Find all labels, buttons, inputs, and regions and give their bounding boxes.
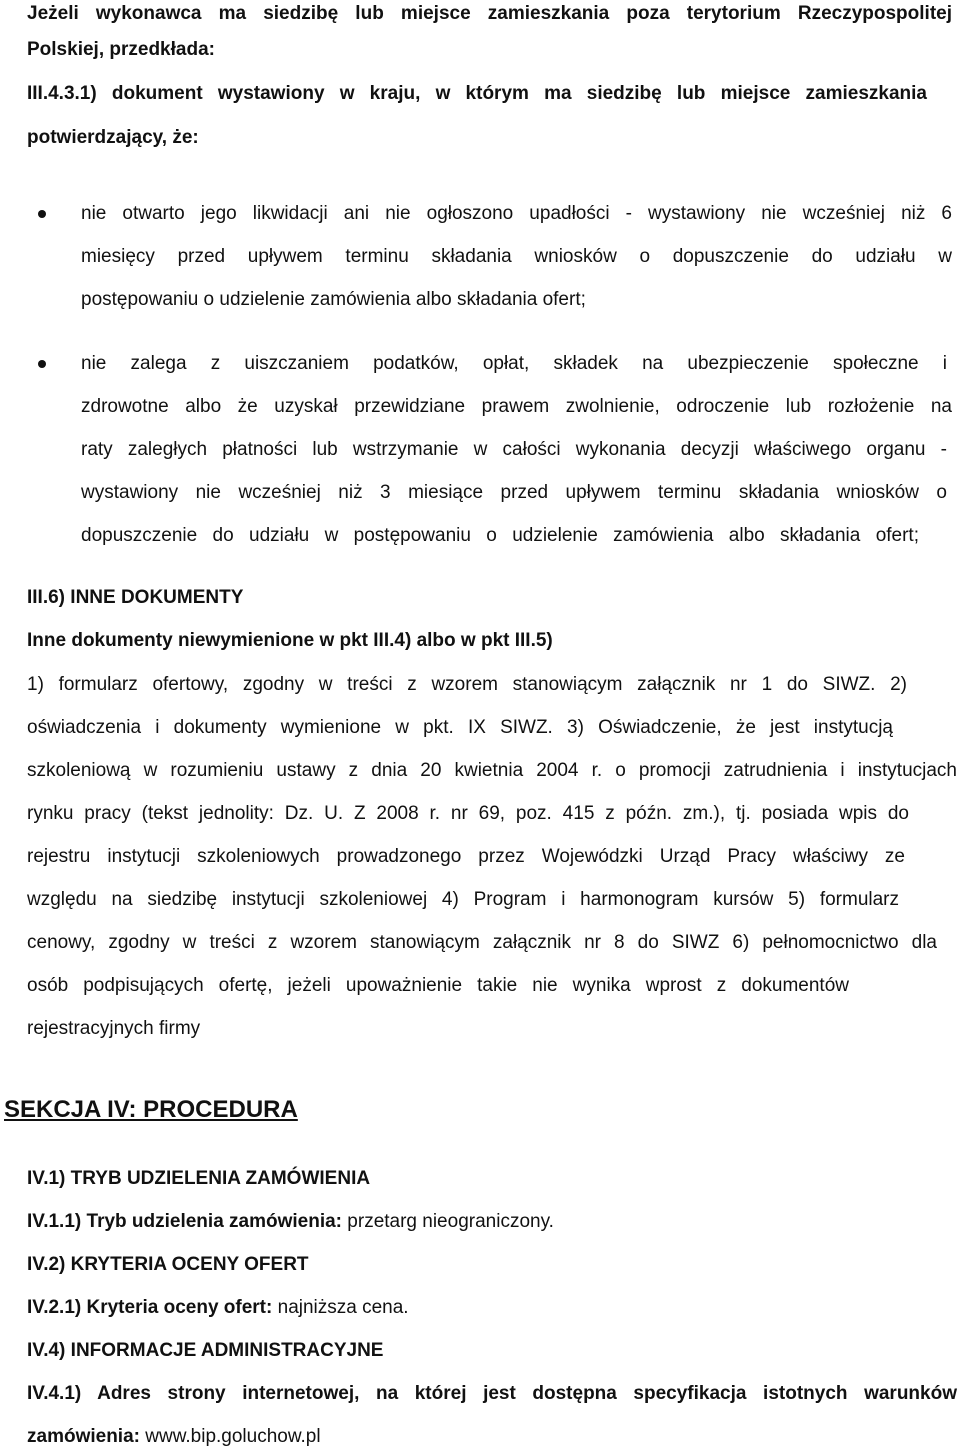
- iii6-line-3: szkoleniową w rozumieniu ustawy z dnia 20 kwietnia 2004 r. o promocji zatrudnienia i instytucjach: [27, 760, 957, 781]
- bullet-2-line-2: zdrowotne albo że uzyskał przewidziane prawem zwolnienie, odroczenie lub rozłożenie na: [81, 396, 952, 417]
- iv2-heading: IV.2) KRYTERIA OCENY OFERT: [27, 1254, 309, 1275]
- iii6-line-9: rejestracyjnych firmy: [27, 1018, 201, 1039]
- iv11-label: IV.1.1) Tryb udzielenia zamówienia:: [27, 1211, 343, 1232]
- iii6-line-1: 1) formularz ofertowy, zgodny w treści z wzorem stanowiącym załącznik nr 1 do SIWZ. 2): [27, 674, 907, 695]
- iv41-url: www.bip.goluchow.pl: [139, 1426, 321, 1447]
- intro-line-3: III.4.3.1) dokument wystawiony w kraju, w którym ma siedzibę lub miejsce zamieszkania: [27, 83, 927, 104]
- intro-line-1: Jeżeli wykonawca ma siedzibę lub miejsce zamieszkania poza terytorium Rzeczypospolitej: [27, 3, 952, 24]
- iv1-heading: IV.1) TRYB UDZIELENIA ZAMÓWIENIA: [27, 1168, 371, 1189]
- iii6-line-7: cenowy, zgodny w treści z wzorem stanowiącym załącznik nr 8 do SIWZ 6) pełnomocnictwo dla: [27, 932, 937, 953]
- bullet-2-line-1: nie zalega z uiszczaniem podatków, opłat, składek na ubezpieczenie społeczne i: [81, 353, 947, 374]
- iii6-line-5: rejestru instytucji szkoleniowych prowadzonego przez Wojewódzki Urząd Pracy właściwy ze: [27, 846, 905, 867]
- iv4-heading: IV.4) INFORMACJE ADMINISTRACYJNE: [27, 1340, 384, 1361]
- bullet-icon: [38, 210, 46, 218]
- iv11-row: [27, 1210, 554, 1234]
- bullet-2-line-5: dopuszczenie do udziału w postępowaniu o udzielenie zamówienia albo składania ofert;: [81, 525, 919, 546]
- section-subheading-iii6: Inne dokumenty niewymienione w pkt III.4) albo w pkt III.5): [27, 630, 553, 651]
- iv21-value: najniższa cena.: [272, 1297, 409, 1318]
- intro-line-2: Polskiej, przedkłada:: [27, 39, 215, 60]
- iii6-line-2: oświadczenia i dokumenty wymienione w pkt. IX SIWZ. 3) Oświadczenie, że jest instytucją: [27, 717, 893, 738]
- section-heading-iii6: III.6) INNE DOKUMENTY: [27, 587, 244, 608]
- bullet-1-line-3: postępowaniu o udzielenie zamówienia albo składania ofert;: [81, 289, 586, 310]
- iv41-label-line-2: zamówienia:: [27, 1426, 140, 1447]
- iii6-line-8: osób podpisujących ofertę, jeżeli upoważnienie takie nie wynika wprost z dokumentów: [27, 975, 849, 996]
- bullet-2-line-3: raty zaległych płatności lub wstrzymanie w całości wykonania decyzji właściwego organu -: [81, 439, 947, 460]
- section-iv-title: SEKCJA IV: PROCEDURA: [4, 1096, 298, 1123]
- iv41-label-line-1: IV.4.1) Adres strony internetowej, na której jest dostępna specyfikacja istotnych warunków: [27, 1383, 957, 1404]
- iii6-line-6: względu na siedzibę instytucji szkoleniowej 4) Program i harmonogram kursów 5) formularz: [27, 889, 899, 910]
- iv21-row: [27, 1296, 409, 1320]
- bullet-1-line-1: nie otwarto jego likwidacji ani nie ogłoszono upadłości - wystawiony nie wcześniej niż 6: [81, 203, 952, 224]
- intro-line-4: potwierdzający, że:: [27, 127, 199, 148]
- iv11-value: przetarg nieograniczony.: [342, 1211, 554, 1232]
- iv21-label: IV.2.1) Kryteria oceny ofert:: [27, 1297, 273, 1318]
- iii6-line-4: rynku pracy (tekst jednolity: Dz. U. Z 2008 r. nr 69, poz. 415 z późn. zm.), tj. posiada wpis do: [27, 803, 909, 824]
- iv41-row: [27, 1425, 321, 1449]
- bullet-1-line-2: miesięcy przed upływem terminu składania wniosków o dopuszczenie do udziału w: [81, 246, 952, 267]
- bullet-2-line-4: wystawiony nie wcześniej niż 3 miesiące przed upływem terminu składania wniosków o: [81, 482, 947, 503]
- bullet-icon: [38, 360, 46, 368]
